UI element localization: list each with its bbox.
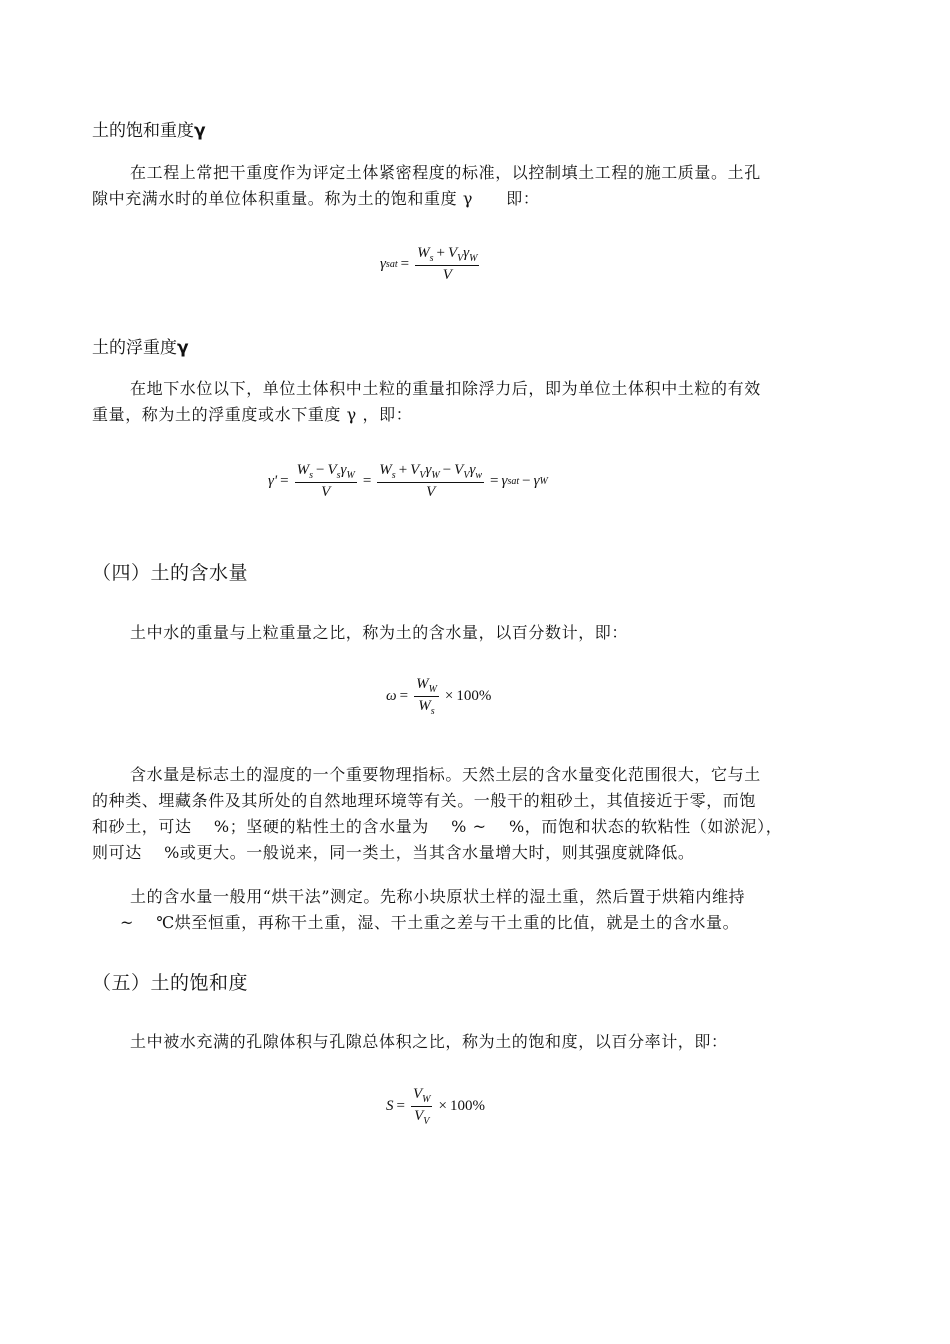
formula-value: 100%: [449, 1098, 485, 1114]
formula-symbol: γ: [380, 256, 386, 272]
paragraph-line: ~ ℃烘至恒重，再称干土重，湿、干土重之差与干土重的比值，就是土的含水量。: [120, 913, 740, 932]
heading-buoyant-unit-weight: [92, 333, 189, 358]
paragraph-saturation-intro: [92, 1029, 860, 1055]
formula-saturated-unit-weight: [380, 245, 482, 284]
paragraph-line: 则可达 %或更大。一般说来，同一类土，当其含水量增大时，则其强度就降低。: [92, 843, 695, 862]
formula-fraction: [295, 462, 357, 501]
formula-subscript: W: [469, 253, 478, 264]
paragraph-water-content-intro: [92, 620, 860, 646]
formula-operator: +: [398, 462, 408, 478]
formula-subscript: s: [429, 253, 434, 264]
formula-symbol: γ: [501, 473, 508, 489]
formula-symbol: V: [414, 1108, 424, 1124]
formula-symbol: V: [412, 1086, 423, 1102]
formula-fraction: [415, 245, 479, 284]
heading-symbol: γ: [177, 338, 189, 358]
paragraph-water-content-method: [92, 884, 860, 936]
formula-fraction: [377, 462, 484, 501]
formula-subscript: W: [539, 476, 548, 487]
formula-operator: −: [442, 462, 452, 478]
paragraph-line: 土中水的重量与上粒重量之比，称为土的含水量，以百分数计，即：: [130, 623, 629, 642]
formula-symbol: W: [379, 462, 392, 478]
paragraph-line: 含水量是标志土的湿度的一个重要物理指标。天然土层的含水量变化范围很大，它与土: [130, 765, 761, 784]
formula-value: 100%: [456, 688, 492, 704]
formula-operator: =: [490, 473, 499, 489]
formula-operator: =: [400, 256, 410, 272]
formula-subscript: W: [346, 470, 355, 481]
paragraph-line: 重量，称为土的浮重度或水下重度 γ ，即：: [92, 405, 413, 424]
paragraph-buoyant: [92, 376, 860, 428]
heading-text: 土的浮重度: [92, 338, 177, 358]
paragraph-line: 土中被水充满的孔隙体积与孔隙总体积之比，称为土的饱和度，以百分率计，即：: [130, 1032, 728, 1051]
formula-symbol: V: [321, 484, 331, 500]
paragraph-line: 在工程上常把干重度作为评定土体紧密程度的标准，以控制填土工程的施工质量。土孔: [130, 163, 761, 182]
formula-symbol: V: [327, 462, 337, 478]
formula-symbol: V: [410, 462, 420, 478]
heading-saturated-unit-weight: [92, 116, 206, 141]
paragraph-line: 隙中充满水时的单位体积重量。称为土的饱和重度 γ 即：: [92, 189, 540, 208]
heading-symbol: γ: [194, 121, 206, 141]
formula-buoyant-unit-weight: [268, 462, 548, 501]
formula-fraction: [411, 1086, 433, 1127]
formula-symbol: W: [418, 698, 431, 714]
formula-symbol: V: [426, 484, 436, 500]
paragraph-line: 土的含水量一般用“烘干法”测定。先称小块原状土样的湿土重，然后置于烘箱内维持: [130, 887, 746, 906]
heading-text: 土的饱和重度: [92, 121, 194, 141]
formula-subscript: W: [431, 470, 440, 481]
formula-water-content: [386, 676, 491, 717]
formula-subscript: sat: [507, 476, 520, 487]
formula-operator: −: [522, 473, 531, 489]
formula-operator: ×: [444, 688, 454, 704]
formula-operator: =: [362, 473, 372, 489]
formula-symbol: V: [447, 245, 458, 261]
formula-saturation: [386, 1086, 485, 1127]
formula-operator: =: [280, 473, 289, 489]
formula-subscript: V: [423, 1116, 430, 1127]
formula-symbol: γ: [533, 473, 540, 489]
formula-symbol: ω: [386, 688, 397, 704]
formula-symbol: W: [296, 462, 310, 478]
paragraph-line: 的种类、埋藏条件及其所处的自然地理环境等有关。一般干的粗砂土，其值接近于零，而饱: [92, 791, 757, 810]
formula-symbol: γ: [463, 245, 470, 261]
formula-operator: −: [316, 462, 325, 478]
formula-operator: =: [399, 688, 409, 704]
formula-operator: +: [436, 245, 445, 261]
formula-subscript: V: [463, 470, 470, 481]
formula-symbol: V: [454, 462, 464, 478]
paragraph-water-content-description: [92, 762, 860, 866]
formula-symbol: γ: [425, 462, 432, 478]
formula-fraction: [414, 676, 439, 717]
formula-symbol: γ': [268, 473, 278, 489]
formula-symbol: V: [442, 267, 452, 283]
formula-symbol: W: [416, 676, 429, 692]
paragraph-saturated: [92, 160, 860, 212]
formula-subscript: s: [430, 706, 435, 717]
formula-subscript: V: [457, 253, 464, 264]
formula-subscript: s: [391, 470, 396, 481]
formula-operator: =: [396, 1098, 405, 1114]
section-title-saturation: （五）土的饱和度: [92, 972, 249, 994]
formula-symbol: γ: [469, 462, 476, 478]
formula-symbol: S: [386, 1098, 394, 1114]
formula-subscript: s: [336, 470, 341, 481]
formula-operator: ×: [438, 1098, 447, 1114]
formula-subscript: W: [422, 1094, 431, 1105]
formula-subscript: W: [428, 684, 437, 695]
paragraph-line: 和砂土，可达 %；坚硬的粘性土的含水量为 % ~ %，而饱和状态的软粘性（如淤泥），: [92, 817, 783, 836]
paragraph-line: 在地下水位以下，单位土体积中土粒的重量扣除浮力后，即为单位土体积中土粒的有效: [130, 379, 761, 398]
formula-subscript: s: [309, 470, 313, 481]
section-title-water-content: （四）土的含水量: [92, 562, 249, 584]
formula-symbol: W: [417, 245, 430, 261]
formula-subscript: sat: [385, 259, 398, 270]
formula-subscript: w: [475, 470, 483, 481]
formula-subscript: V: [419, 470, 426, 481]
formula-symbol: γ: [340, 462, 347, 478]
